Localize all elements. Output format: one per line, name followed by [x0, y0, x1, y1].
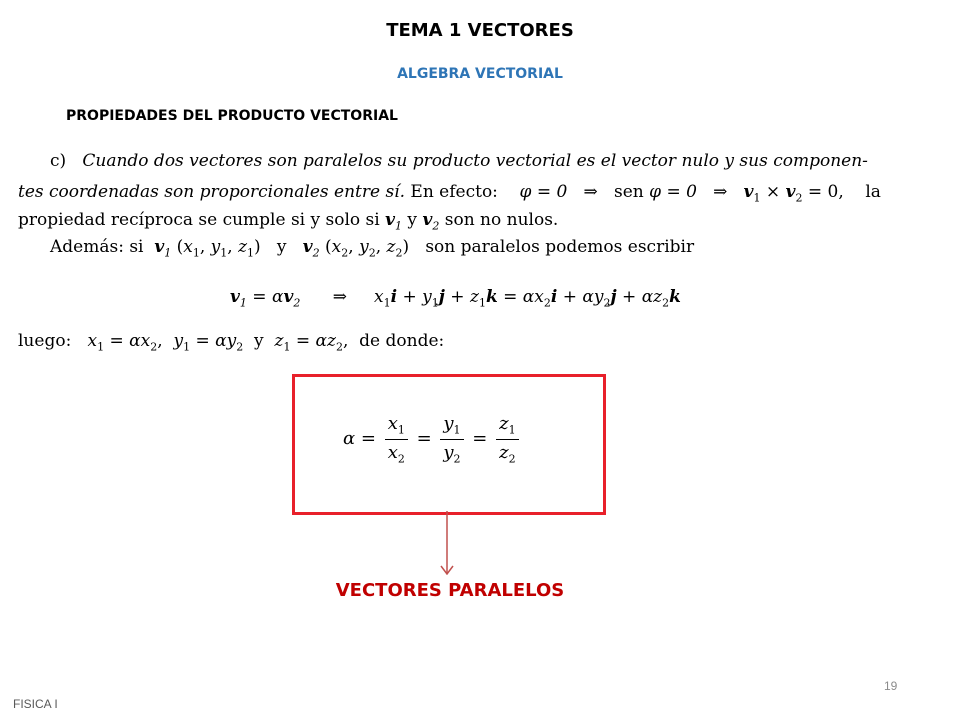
implies-symbol-2: ⇒ [713, 182, 728, 202]
ratio-equation: α = $\frac{x_1}{x_2}$ = $\frac{y_1}{y_2}$ = $\frac{z_1}{z_2}$ [343, 413, 522, 465]
item-label: c) [50, 151, 67, 171]
cross-result: = 0, [807, 182, 844, 202]
de-donde: de donde: [359, 331, 445, 351]
slide-subtitle: ALGEBRA VECTORIAL [397, 66, 563, 82]
property-statement: Cuando dos vectores son paralelos su producto vectorial es el vector nulo y sus componen- [82, 151, 868, 171]
phi-equation-2: φ = 0 [649, 182, 697, 202]
phi-equation: φ = 0 [519, 182, 568, 202]
v1-symbol: v [385, 210, 396, 230]
luego-label: luego: [18, 331, 72, 351]
slide-title: TEMA 1 VECTORES [386, 20, 574, 41]
en-efecto: En efecto: [410, 182, 498, 202]
text-line-3: propiedad recíproca se cumple si y solo si $v_1$ y $v_2$ son no nulos. [18, 210, 559, 233]
footer-label: FISICA I [13, 697, 58, 711]
conclusion-label: VECTORES PARALELOS [335, 580, 565, 601]
la-word: la [865, 182, 881, 202]
v1-components: $v_1$ ($x_1$, $y_1$, $z_1$) [154, 237, 261, 260]
parallel-text: son paralelos podemos escribir [425, 237, 695, 257]
page-number: 19 [884, 679, 898, 693]
y-word: y [407, 210, 418, 230]
sen-label: sen [614, 182, 644, 202]
reciprocal-text: propiedad recíproca se cumple si y solo si [18, 210, 380, 230]
property-statement-cont: tes coordenadas son proporcionales entre sí. [18, 182, 406, 202]
non-null-text: son no nulos. [444, 210, 559, 230]
v2-symbol: v [422, 210, 433, 230]
v2-components: $v_2$ ($x_2$, $y_2$, $z_2$) [302, 237, 410, 260]
section-heading: PROPIEDADES DEL PRODUCTO VECTORIAL [66, 108, 398, 124]
text-line-1 [50, 151, 868, 171]
text-line-4 [50, 237, 694, 259]
cross-product: $v_1 \times v_2$ [743, 182, 803, 205]
down-arrow-icon [440, 511, 454, 575]
component-equalities: $x_1 = \alpha x_2$, $y_1 = \alpha y_2$ y $z_1 = \alpha z_2$, [87, 331, 349, 354]
text-line-2 [18, 182, 881, 204]
y-word-2: y [276, 237, 287, 257]
implies-symbol: ⇒ [583, 182, 598, 202]
text-line-luego [18, 331, 444, 353]
ademas-text: Además: si [50, 237, 144, 257]
parallel-equation: $v_1 = \alpha v_2$ ⇒ $x_1i + y_1j + z_1k = \alpha x_2i + \alpha y_2j + \alpha z_2k$ [230, 287, 681, 310]
